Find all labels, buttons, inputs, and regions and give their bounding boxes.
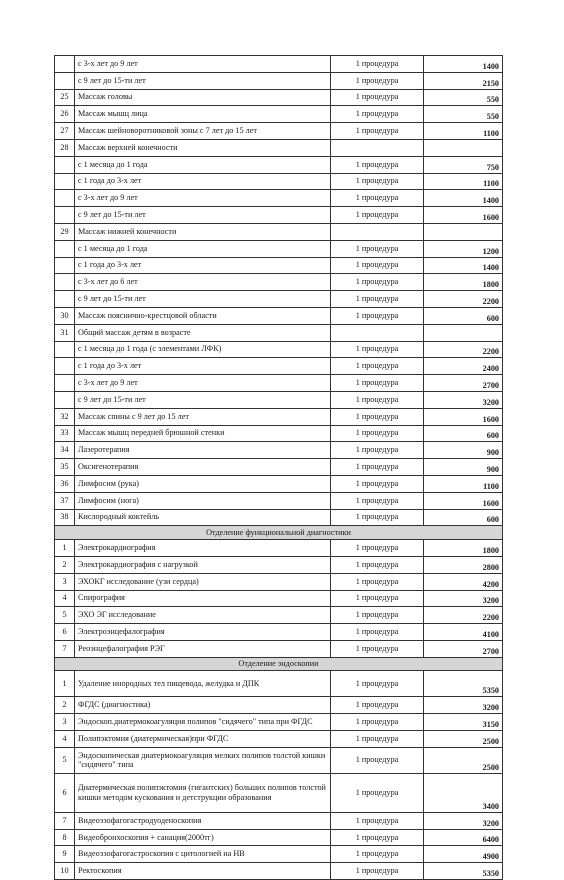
table-row bbox=[55, 540, 503, 557]
row-number: 1 bbox=[55, 671, 75, 697]
service-name: Массаж пояснично-крестцовой области bbox=[75, 307, 331, 324]
service-name: Лазеротерапия bbox=[75, 442, 331, 459]
row-number bbox=[55, 358, 75, 375]
unit-of-measure: 1 процедура bbox=[331, 556, 424, 573]
service-price: 550 bbox=[424, 89, 503, 106]
section-header-row bbox=[55, 526, 503, 540]
unit-of-measure: 1 процедура bbox=[331, 671, 424, 697]
service-name: Массаж верхней конечности bbox=[75, 139, 331, 156]
row-number: 33 bbox=[55, 425, 75, 442]
service-price: 2500 bbox=[424, 747, 503, 773]
table-row bbox=[55, 139, 503, 156]
unit-of-measure: 1 процедура bbox=[331, 391, 424, 408]
unit-of-measure: 1 процедура bbox=[331, 459, 424, 476]
service-price: 2700 bbox=[424, 375, 503, 392]
service-name: ЭХОКГ исследование (узи сердца) bbox=[75, 573, 331, 590]
table-row bbox=[55, 556, 503, 573]
unit-of-measure bbox=[331, 324, 424, 341]
unit-of-measure: 1 процедура bbox=[331, 156, 424, 173]
table-row bbox=[55, 408, 503, 425]
row-number: 4 bbox=[55, 590, 75, 607]
row-number: 31 bbox=[55, 324, 75, 341]
service-name: Массаж головы bbox=[75, 89, 331, 106]
table-row bbox=[55, 89, 503, 106]
service-name: с 3-х лет до 9 лет bbox=[75, 375, 331, 392]
table-row bbox=[55, 773, 503, 812]
unit-of-measure: 1 процедура bbox=[331, 590, 424, 607]
row-number: 3 bbox=[55, 573, 75, 590]
service-price: 3200 bbox=[424, 812, 503, 829]
table-row bbox=[55, 747, 503, 773]
table-row bbox=[55, 391, 503, 408]
service-price: 3150 bbox=[424, 714, 503, 731]
table-row bbox=[55, 341, 503, 358]
service-name: Лимфосим (нога) bbox=[75, 492, 331, 509]
row-number bbox=[55, 375, 75, 392]
service-price: 900 bbox=[424, 442, 503, 459]
service-name: с 1 месяца до 1 года bbox=[75, 156, 331, 173]
table-row bbox=[55, 106, 503, 123]
table-row bbox=[55, 846, 503, 863]
row-number: 36 bbox=[55, 475, 75, 492]
row-number: 10 bbox=[55, 863, 75, 880]
service-name: Спирография bbox=[75, 590, 331, 607]
service-price bbox=[424, 324, 503, 341]
row-number: 25 bbox=[55, 89, 75, 106]
table-row bbox=[55, 207, 503, 224]
service-price: 1400 bbox=[424, 190, 503, 207]
unit-of-measure: 1 процедура bbox=[331, 624, 424, 641]
table-row bbox=[55, 640, 503, 657]
service-price bbox=[424, 139, 503, 156]
service-price: 1100 bbox=[424, 475, 503, 492]
table-row bbox=[55, 156, 503, 173]
service-name: с 3-х лет до 9 лет bbox=[75, 56, 331, 73]
service-price: 1400 bbox=[424, 257, 503, 274]
row-number: 3 bbox=[55, 714, 75, 731]
table-row bbox=[55, 475, 503, 492]
unit-of-measure bbox=[331, 223, 424, 240]
table-row bbox=[55, 697, 503, 714]
service-name: Электрокардиография bbox=[75, 540, 331, 557]
service-name: Массаж мышц лица bbox=[75, 106, 331, 123]
row-number: 34 bbox=[55, 442, 75, 459]
unit-of-measure: 1 процедура bbox=[331, 812, 424, 829]
row-number bbox=[55, 190, 75, 207]
table-row bbox=[55, 324, 503, 341]
service-name: Массаж мышц передней брюшной стенки bbox=[75, 425, 331, 442]
service-price: 600 bbox=[424, 509, 503, 526]
service-price: 600 bbox=[424, 307, 503, 324]
table-row bbox=[55, 812, 503, 829]
row-number bbox=[55, 72, 75, 89]
unit-of-measure: 1 процедура bbox=[331, 846, 424, 863]
service-price: 6400 bbox=[424, 829, 503, 846]
service-price: 550 bbox=[424, 106, 503, 123]
row-number bbox=[55, 56, 75, 73]
unit-of-measure: 1 процедура bbox=[331, 89, 424, 106]
unit-of-measure: 1 процедура bbox=[331, 257, 424, 274]
table-row bbox=[55, 173, 503, 190]
row-number bbox=[55, 341, 75, 358]
service-price: 2150 bbox=[424, 72, 503, 89]
service-price: 2500 bbox=[424, 731, 503, 748]
row-number bbox=[55, 274, 75, 291]
table-row bbox=[55, 375, 503, 392]
row-number: 29 bbox=[55, 223, 75, 240]
service-name: Лимфосим (рука) bbox=[75, 475, 331, 492]
unit-of-measure: 1 процедура bbox=[331, 358, 424, 375]
service-price: 1100 bbox=[424, 173, 503, 190]
unit-of-measure: 1 процедура bbox=[331, 540, 424, 557]
row-number: 38 bbox=[55, 509, 75, 526]
unit-of-measure: 1 процедура bbox=[331, 442, 424, 459]
service-price: 750 bbox=[424, 156, 503, 173]
service-price: 1800 bbox=[424, 274, 503, 291]
table-row bbox=[55, 829, 503, 846]
unit-of-measure: 1 процедура bbox=[331, 207, 424, 224]
unit-of-measure bbox=[331, 139, 424, 156]
service-name: Массаж спины с 9 лет до 15 лет bbox=[75, 408, 331, 425]
unit-of-measure: 1 процедура bbox=[331, 56, 424, 73]
service-name: Общий массаж детям в возрасте bbox=[75, 324, 331, 341]
unit-of-measure: 1 процедура bbox=[331, 714, 424, 731]
table-row bbox=[55, 863, 503, 880]
row-number: 9 bbox=[55, 846, 75, 863]
unit-of-measure: 1 процедура bbox=[331, 123, 424, 140]
service-name: Массаж нижней конечности bbox=[75, 223, 331, 240]
service-name: ЭХО ЭГ исследование bbox=[75, 607, 331, 624]
row-number: 8 bbox=[55, 829, 75, 846]
service-price: 900 bbox=[424, 459, 503, 476]
unit-of-measure: 1 процедура bbox=[331, 240, 424, 257]
unit-of-measure: 1 процедура bbox=[331, 697, 424, 714]
service-name: Видеобронхоскопия + санация(2000тг) bbox=[75, 829, 331, 846]
service-price: 2400 bbox=[424, 358, 503, 375]
service-price: 3200 bbox=[424, 697, 503, 714]
section-title: Отделение эндоскопии bbox=[55, 657, 503, 671]
service-name: ФГДС (диагностика) bbox=[75, 697, 331, 714]
service-name: с 1 года до 3-х лет bbox=[75, 173, 331, 190]
service-name: Видеоэзофагогастродуоденоскопия bbox=[75, 812, 331, 829]
table-row bbox=[55, 257, 503, 274]
service-name: Полипэктомия (диатермическая)при ФГДС bbox=[75, 731, 331, 748]
row-number bbox=[55, 240, 75, 257]
table-row bbox=[55, 442, 503, 459]
row-number: 6 bbox=[55, 773, 75, 812]
table-row bbox=[55, 56, 503, 73]
service-name: Эндоскопическая диатермокоагуляция мелких полипов толстой кишки "сидячего" типа bbox=[75, 747, 331, 773]
service-price: 1600 bbox=[424, 408, 503, 425]
service-name: с 9 лет до 15-ти лет bbox=[75, 207, 331, 224]
service-price: 4200 bbox=[424, 573, 503, 590]
unit-of-measure: 1 процедура bbox=[331, 173, 424, 190]
unit-of-measure: 1 процедура bbox=[331, 492, 424, 509]
table-row bbox=[55, 291, 503, 308]
service-name: с 3-х лет до 6 лет bbox=[75, 274, 331, 291]
section-title: Отделение функциональной диагностики bbox=[55, 526, 503, 540]
service-price: 1600 bbox=[424, 492, 503, 509]
service-name: с 1 месяца до 1 года (с элементами ЛФК) bbox=[75, 341, 331, 358]
service-name: с 3-х лет до 9 лет bbox=[75, 190, 331, 207]
table-row bbox=[55, 123, 503, 140]
service-name: Электрокардиография с нагрузкой bbox=[75, 556, 331, 573]
service-name: Электроэнцефалография bbox=[75, 624, 331, 641]
service-price: 1400 bbox=[424, 56, 503, 73]
row-number bbox=[55, 257, 75, 274]
row-number: 26 bbox=[55, 106, 75, 123]
row-number: 37 bbox=[55, 492, 75, 509]
unit-of-measure: 1 процедура bbox=[331, 375, 424, 392]
unit-of-measure: 1 процедура bbox=[331, 274, 424, 291]
unit-of-measure: 1 процедура bbox=[331, 829, 424, 846]
row-number: 27 bbox=[55, 123, 75, 140]
service-price: 3200 bbox=[424, 391, 503, 408]
unit-of-measure: 1 процедура bbox=[331, 573, 424, 590]
unit-of-measure: 1 процедура bbox=[331, 408, 424, 425]
row-number: 2 bbox=[55, 556, 75, 573]
unit-of-measure: 1 процедура bbox=[331, 190, 424, 207]
service-price: 2200 bbox=[424, 291, 503, 308]
table-row bbox=[55, 671, 503, 697]
service-price: 4100 bbox=[424, 624, 503, 641]
service-price: 3200 bbox=[424, 590, 503, 607]
unit-of-measure: 1 процедура bbox=[331, 307, 424, 324]
service-price: 1200 bbox=[424, 240, 503, 257]
service-name: Удаление инородных тел пищевода, желудка и ДПК bbox=[75, 671, 331, 697]
row-number: 5 bbox=[55, 607, 75, 624]
row-number: 35 bbox=[55, 459, 75, 476]
price-list-table bbox=[54, 55, 503, 880]
table-row bbox=[55, 624, 503, 641]
service-price: 1600 bbox=[424, 207, 503, 224]
row-number: 1 bbox=[55, 540, 75, 557]
service-name: Кислородный коктейль bbox=[75, 509, 331, 526]
service-name: с 1 года до 3-х лет bbox=[75, 358, 331, 375]
row-number: 2 bbox=[55, 697, 75, 714]
service-price: 2200 bbox=[424, 607, 503, 624]
unit-of-measure: 1 процедура bbox=[331, 863, 424, 880]
row-number bbox=[55, 391, 75, 408]
service-price bbox=[424, 223, 503, 240]
service-name: Массаж шейноворотниковой зоны с 7 лет до 15 лет bbox=[75, 123, 331, 140]
unit-of-measure: 1 процедура bbox=[331, 72, 424, 89]
table-row bbox=[55, 358, 503, 375]
table-row bbox=[55, 714, 503, 731]
unit-of-measure: 1 процедура bbox=[331, 425, 424, 442]
service-price: 4900 bbox=[424, 846, 503, 863]
unit-of-measure: 1 процедура bbox=[331, 291, 424, 308]
section-header-row bbox=[55, 657, 503, 671]
service-name: Видеоэзофагогастроскопия с цитологией на НВ bbox=[75, 846, 331, 863]
service-name: с 9 лет до 15-ти лет bbox=[75, 391, 331, 408]
service-price: 1100 bbox=[424, 123, 503, 140]
service-price: 5350 bbox=[424, 671, 503, 697]
row-number: 5 bbox=[55, 747, 75, 773]
service-name: Реоэнцефалография РЭГ bbox=[75, 640, 331, 657]
table-row bbox=[55, 459, 503, 476]
service-name: с 1 месяца до 1 года bbox=[75, 240, 331, 257]
row-number: 32 bbox=[55, 408, 75, 425]
service-name: Эндоскоп.диатермокоагуляция полипов "сидячего" типа при ФГДС bbox=[75, 714, 331, 731]
service-price: 2800 bbox=[424, 556, 503, 573]
table-row bbox=[55, 274, 503, 291]
service-name: с 9 лет до 15-ти лет bbox=[75, 72, 331, 89]
unit-of-measure: 1 процедура bbox=[331, 106, 424, 123]
table-row bbox=[55, 240, 503, 257]
row-number: 6 bbox=[55, 624, 75, 641]
service-name: Ректоскопия bbox=[75, 863, 331, 880]
table-row bbox=[55, 731, 503, 748]
price-list-body bbox=[55, 56, 503, 880]
table-row bbox=[55, 190, 503, 207]
unit-of-measure: 1 процедура bbox=[331, 731, 424, 748]
row-number: 28 bbox=[55, 139, 75, 156]
table-row bbox=[55, 573, 503, 590]
service-price: 1800 bbox=[424, 540, 503, 557]
row-number: 7 bbox=[55, 640, 75, 657]
service-name: с 1 года до 3-х лет bbox=[75, 257, 331, 274]
unit-of-measure: 1 процедура bbox=[331, 773, 424, 812]
unit-of-measure: 1 процедура bbox=[331, 475, 424, 492]
table-row bbox=[55, 72, 503, 89]
table-row bbox=[55, 425, 503, 442]
unit-of-measure: 1 процедура bbox=[331, 640, 424, 657]
unit-of-measure: 1 процедура bbox=[331, 607, 424, 624]
service-price: 2700 bbox=[424, 640, 503, 657]
row-number bbox=[55, 173, 75, 190]
row-number bbox=[55, 207, 75, 224]
service-name: с 9 лет до 15-ти лет bbox=[75, 291, 331, 308]
row-number: 7 bbox=[55, 812, 75, 829]
service-price: 2200 bbox=[424, 341, 503, 358]
table-row bbox=[55, 492, 503, 509]
service-price: 5350 bbox=[424, 863, 503, 880]
table-row bbox=[55, 223, 503, 240]
table-row bbox=[55, 607, 503, 624]
table-row bbox=[55, 509, 503, 526]
service-price: 600 bbox=[424, 425, 503, 442]
row-number: 4 bbox=[55, 731, 75, 748]
table-row bbox=[55, 590, 503, 607]
row-number: 30 bbox=[55, 307, 75, 324]
row-number bbox=[55, 156, 75, 173]
unit-of-measure: 1 процедура bbox=[331, 509, 424, 526]
row-number bbox=[55, 291, 75, 308]
service-name: Оксигенотерапия bbox=[75, 459, 331, 476]
unit-of-measure: 1 процедура bbox=[331, 747, 424, 773]
service-price: 3400 bbox=[424, 773, 503, 812]
table-row bbox=[55, 307, 503, 324]
service-name: Диатермическая полипэктомия (гигантских) больших полипов толстой кишки методом кускования и детструкции образования bbox=[75, 773, 331, 812]
unit-of-measure: 1 процедура bbox=[331, 341, 424, 358]
